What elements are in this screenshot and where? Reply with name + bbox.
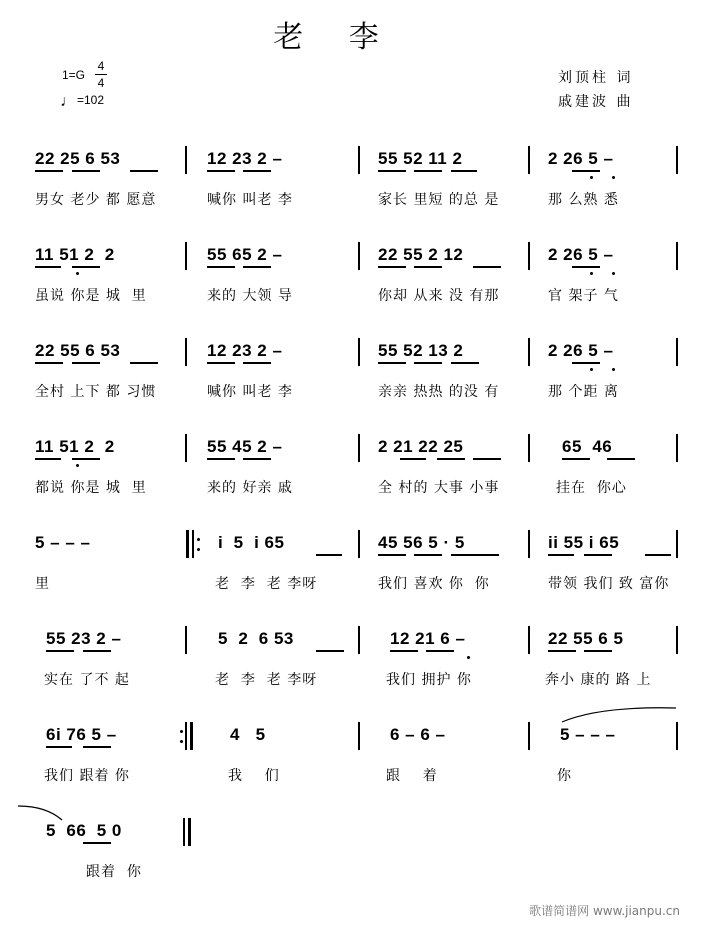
- underline: [414, 362, 442, 364]
- lyric-line: 我 们: [228, 768, 280, 784]
- low-octave-dot: [612, 272, 615, 275]
- repeat-dot: [197, 538, 200, 541]
- underline: [83, 650, 111, 652]
- measure: 65 46: [562, 437, 613, 456]
- barline: [358, 530, 360, 558]
- measure: 55 65 2 –: [207, 245, 283, 264]
- lyric-line: 跟 着: [386, 768, 438, 784]
- measure: i 5 i 65: [218, 533, 285, 552]
- underline: [35, 266, 61, 268]
- tie-arc: [16, 800, 66, 824]
- measure: 2 26 5 –: [548, 341, 614, 360]
- low-octave-dot: [612, 176, 615, 179]
- barline: [676, 434, 678, 462]
- underline: [414, 554, 442, 556]
- lyric-line: 你却 从来 没 有那: [378, 288, 500, 304]
- barline: [528, 626, 530, 654]
- measure: 6 – 6 –: [390, 725, 446, 744]
- low-octave-dot: [76, 272, 79, 275]
- repeat-end-thin-barline: [185, 722, 187, 750]
- repeat-end-thick-barline: [190, 722, 193, 750]
- underline: [207, 170, 235, 172]
- measure: 2 21 22 25: [378, 437, 464, 456]
- composer-credit: 戚建波 曲: [558, 94, 634, 110]
- barline: [358, 434, 360, 462]
- lyric-line: 虽说 你是 城 里: [35, 288, 147, 304]
- barline: [185, 434, 187, 462]
- low-octave-dot: [467, 656, 470, 659]
- barline: [676, 722, 678, 750]
- underline: [451, 362, 479, 364]
- underline: [378, 362, 406, 364]
- site-watermark: 歌谱简谱网 www.jianpu.cn: [529, 904, 680, 918]
- underline: [72, 170, 100, 172]
- measure: 11 51 2 2: [35, 245, 115, 264]
- barline: [676, 146, 678, 174]
- underline: [72, 362, 100, 364]
- underline: [130, 362, 158, 364]
- lyric-line: 里: [35, 576, 50, 592]
- measure: 11 51 2 2: [35, 437, 115, 456]
- barline: [528, 338, 530, 366]
- final-thick-barline: [188, 818, 191, 846]
- repeat-dot: [180, 740, 183, 743]
- time-signature-bottom: 4: [97, 76, 105, 90]
- underline: [473, 458, 501, 460]
- low-octave-dot: [76, 464, 79, 467]
- measure: 55 23 2 –: [46, 629, 122, 648]
- lyric-line: 老 李 老 李呀: [215, 576, 318, 592]
- underline: [548, 554, 574, 556]
- underline: [645, 554, 671, 556]
- barline: [528, 146, 530, 174]
- underline: [83, 842, 111, 844]
- underline: [72, 266, 100, 268]
- underline: [451, 170, 477, 172]
- measure: 4 5: [230, 725, 266, 744]
- underline: [473, 266, 501, 268]
- lyric-line: 那 个距 离: [548, 384, 619, 400]
- lyric-line: 都说 你是 城 里: [35, 480, 147, 496]
- underline: [207, 266, 235, 268]
- underline: [46, 746, 72, 748]
- underline: [207, 362, 235, 364]
- lyric-line: 官 架子 气: [548, 288, 619, 304]
- lyric-line: 喊你 叫老 李: [207, 384, 293, 400]
- lyric-line: 你: [557, 768, 572, 784]
- measure: 12 21 6 –: [390, 629, 466, 648]
- underline: [390, 650, 418, 652]
- key-signature: 1=G: [62, 68, 86, 82]
- barline: [528, 722, 530, 750]
- measure: 55 45 2 –: [207, 437, 283, 456]
- measure: 5 – – –: [560, 725, 616, 744]
- underline: [548, 650, 576, 652]
- underline: [378, 170, 406, 172]
- underline: [562, 458, 590, 460]
- lyric-line: 亲亲 热热 的没 有: [378, 384, 500, 400]
- lyricist-credit: 刘顶柱 词: [558, 70, 634, 86]
- lyric-line: 我们 拥护 你: [386, 672, 472, 688]
- lyric-line: 那 么熟 悉: [548, 192, 619, 208]
- final-thin-barline: [183, 818, 185, 846]
- underline: [243, 458, 271, 460]
- underline: [35, 458, 61, 460]
- lyric-line: 老 李 老 李呀: [215, 672, 318, 688]
- underline: [584, 554, 612, 556]
- underline: [46, 650, 74, 652]
- measure: 5 2 6 53: [218, 629, 294, 648]
- tempo-value: =102: [77, 93, 105, 107]
- repeat-dot: [197, 548, 200, 551]
- lyric-line: 跟着 你: [86, 864, 142, 880]
- underline: [400, 458, 426, 460]
- underline: [130, 170, 158, 172]
- barline: [185, 146, 187, 174]
- underline: [426, 650, 454, 652]
- barline: [528, 530, 530, 558]
- repeat-start-thin-barline: [192, 530, 194, 558]
- barline: [185, 242, 187, 270]
- barline: [528, 434, 530, 462]
- repeat-start-thick-barline: [186, 530, 189, 558]
- lyric-line: 全村 上下 都 习惯: [35, 384, 157, 400]
- barline: [676, 242, 678, 270]
- song-title: 老 李: [273, 20, 397, 55]
- low-octave-dot: [590, 368, 593, 371]
- measure: 12 23 2 –: [207, 341, 283, 360]
- underline: [243, 362, 271, 364]
- measure: ii 55 i 65: [548, 533, 620, 552]
- underline: [607, 458, 635, 460]
- underline: [35, 362, 63, 364]
- underline: [243, 266, 271, 268]
- lyric-line: 来的 大领 导: [207, 288, 293, 304]
- underline: [572, 362, 600, 364]
- barline: [358, 146, 360, 174]
- underline: [72, 458, 100, 460]
- lyric-line: 我们 喜欢 你 你: [378, 576, 490, 592]
- barline: [358, 722, 360, 750]
- underline: [207, 458, 235, 460]
- barline: [358, 338, 360, 366]
- measure: 2 26 5 –: [548, 149, 614, 168]
- barline: [358, 626, 360, 654]
- barline: [676, 338, 678, 366]
- underline: [35, 170, 63, 172]
- underline: [316, 650, 344, 652]
- underline: [414, 170, 442, 172]
- low-octave-dot: [590, 272, 593, 275]
- measure: 22 55 6 53: [35, 341, 121, 360]
- measure: 6i 76 5 –: [46, 725, 117, 744]
- lyric-line: 喊你 叫老 李: [207, 192, 293, 208]
- measure: 5 66 5 0: [46, 821, 122, 840]
- lyric-line: 挂在 你心: [556, 480, 627, 496]
- lyric-line: 带领 我们 致 富你: [548, 576, 670, 592]
- repeat-dot: [180, 730, 183, 733]
- barline: [528, 242, 530, 270]
- measure: 12 23 2 –: [207, 149, 283, 168]
- barline: [358, 242, 360, 270]
- lyric-line: 来的 好亲 戚: [207, 480, 293, 496]
- lyric-line: 男女 老少 都 愿意: [35, 192, 157, 208]
- lyric-line: 实在 了不 起: [44, 672, 130, 688]
- low-octave-dot: [612, 368, 615, 371]
- underline: [83, 746, 111, 748]
- underline: [243, 170, 271, 172]
- measure: 22 25 6 53: [35, 149, 121, 168]
- lyric-line: 全 村的 大事 小事: [378, 480, 500, 496]
- measure: 5 – – –: [35, 533, 91, 552]
- barline: [185, 338, 187, 366]
- lyric-line: 我们 跟着 你: [44, 768, 130, 784]
- underline: [572, 266, 600, 268]
- underline: [572, 170, 600, 172]
- measure: 22 55 6 5: [548, 629, 624, 648]
- measure: 55 52 13 2: [378, 341, 464, 360]
- measure: 55 52 11 2: [378, 149, 463, 168]
- time-signature-top: 4: [97, 59, 105, 73]
- barline: [185, 626, 187, 654]
- underline: [316, 554, 342, 556]
- underline: [378, 266, 406, 268]
- measure: 22 55 2 12: [378, 245, 464, 264]
- underline: [414, 266, 442, 268]
- low-octave-dot: [590, 176, 593, 179]
- barline: [676, 530, 678, 558]
- lyric-line: 奔小 康的 路 上: [545, 672, 652, 688]
- underline: [378, 554, 406, 556]
- lyric-line: 家长 里短 的总 是: [378, 192, 500, 208]
- barline: [676, 626, 678, 654]
- underline: [451, 554, 499, 556]
- underline: [437, 458, 465, 460]
- tie-arc: [560, 702, 680, 726]
- measure: 45 56 5 · 5: [378, 533, 465, 552]
- measure: 2 26 5 –: [548, 245, 614, 264]
- underline: [584, 650, 612, 652]
- quarter-note-icon: ♩: [60, 93, 76, 110]
